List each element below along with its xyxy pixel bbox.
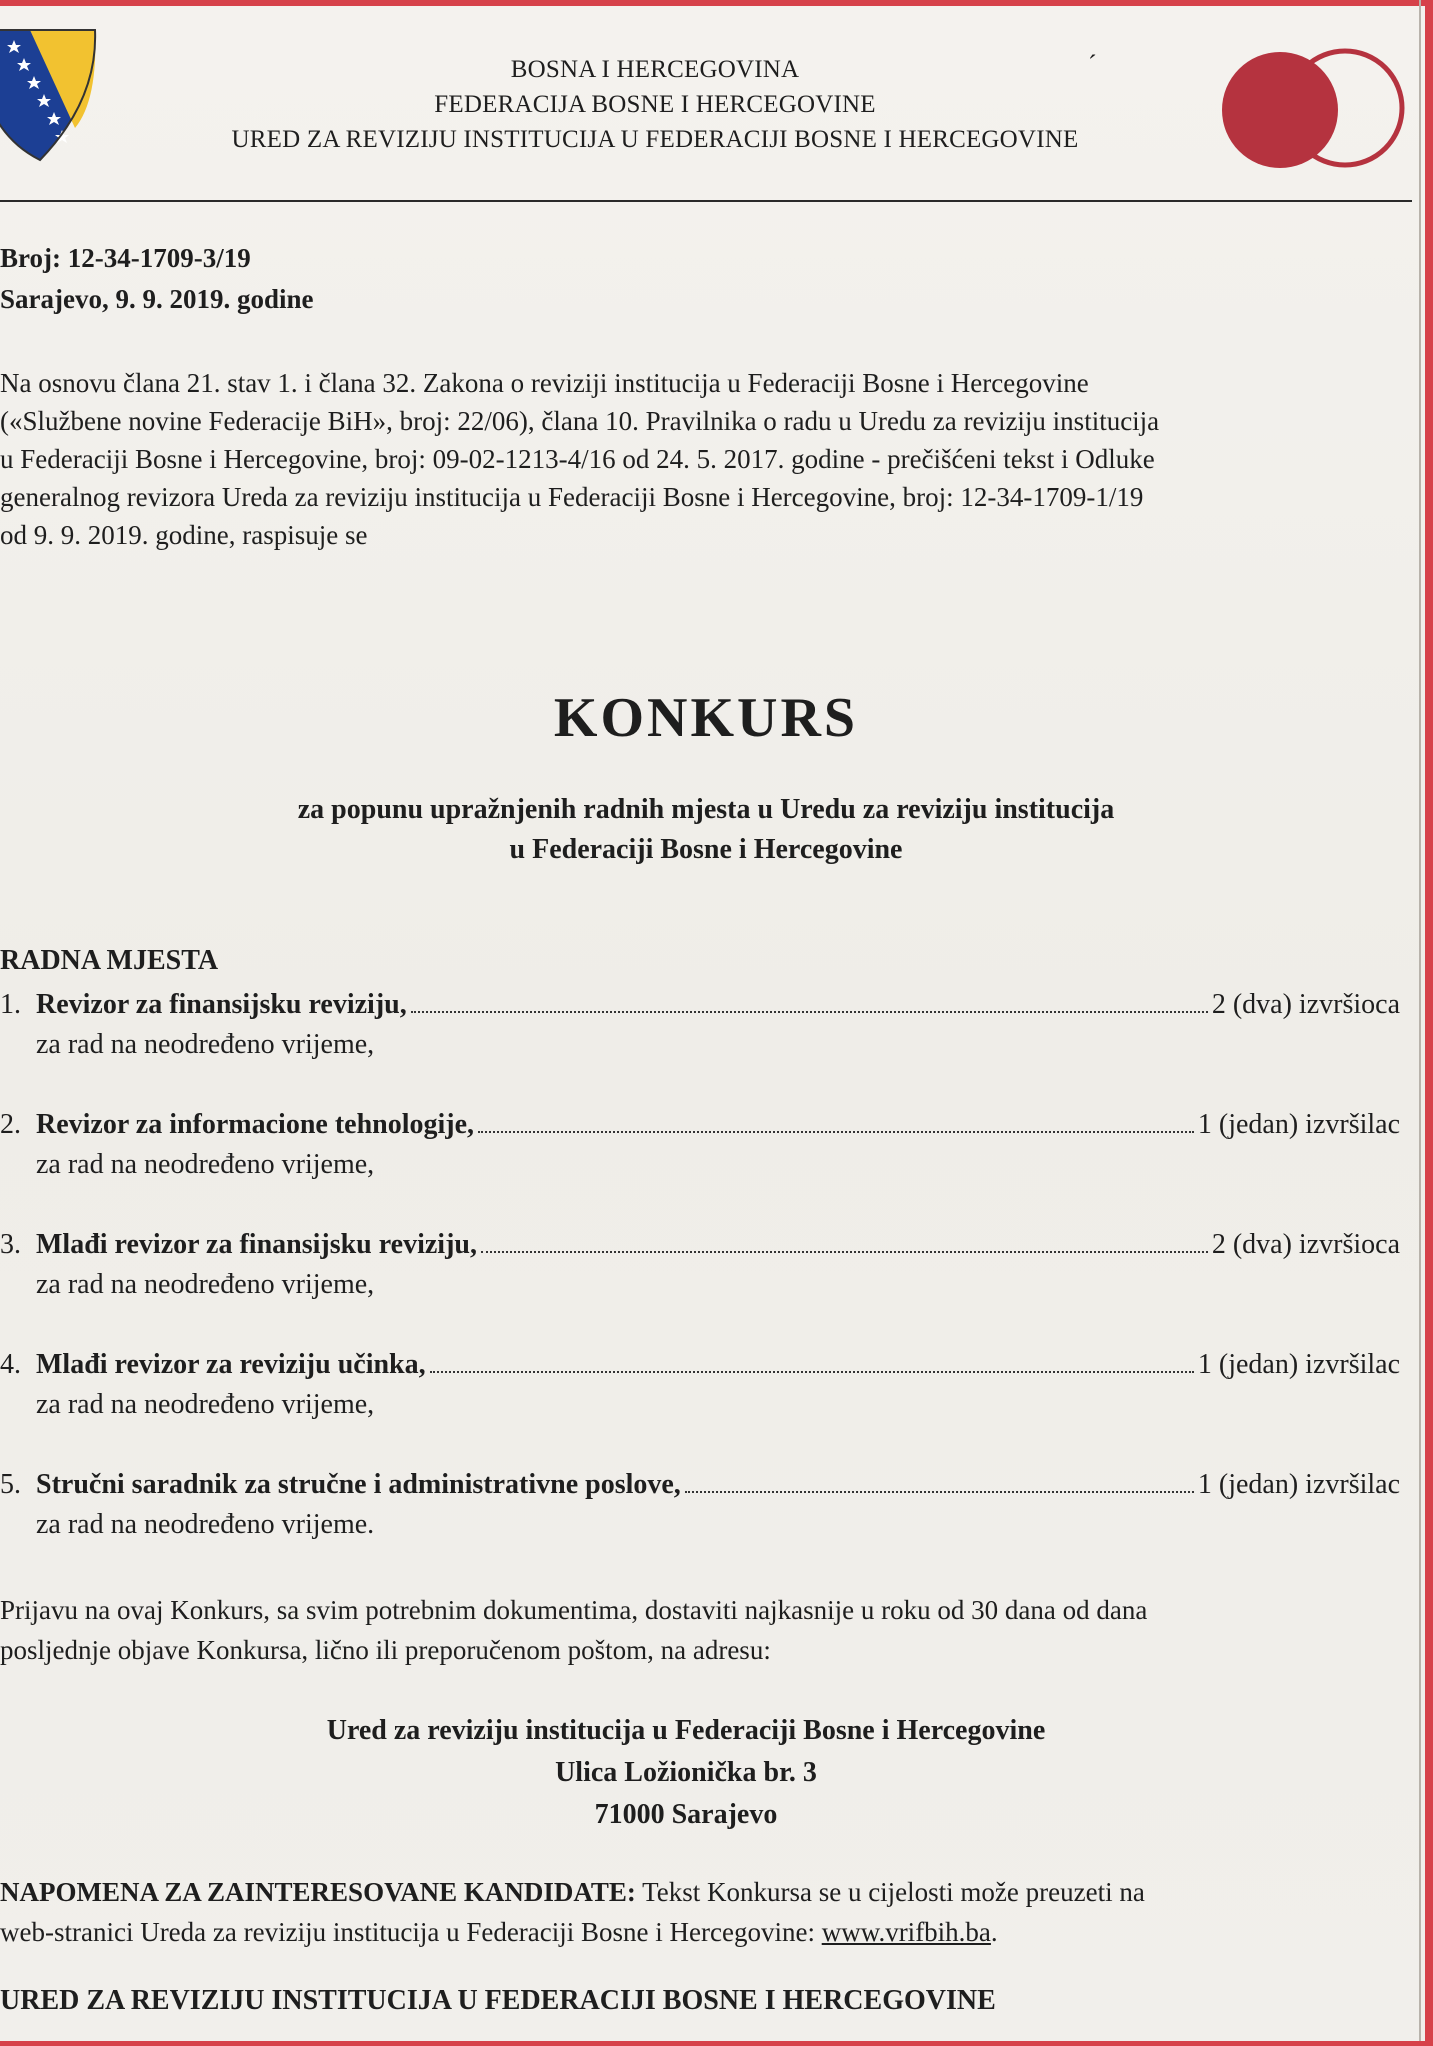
pen-mark: ˊ — [1088, 50, 1097, 79]
position-count: 1 (jedan) izvršilac — [1197, 1469, 1400, 1500]
position-term: za rad na neodređeno vrijeme, — [36, 1269, 375, 1300]
intro-paragraph — [0, 364, 1408, 554]
audit-office-logo-icon — [1205, 48, 1415, 168]
document-subtitle — [0, 790, 1412, 870]
header-institution: URED ZA REVIZIJU INSTITUCIJA U FEDERACIJI BOSNE I HERCEGOVINE — [231, 126, 1079, 153]
header-divider — [0, 200, 1412, 202]
intro-line: Na osnovu člana 21. stav 1. i člana 32. Zakona o reviziji institucija u Federaciji Bosne i Hercegovine — [0, 368, 1089, 398]
website-link[interactable]: www.vrifbih.ba — [821, 1917, 991, 1947]
header-country: BOSNA I HERCEGOVINA — [510, 56, 800, 83]
position-name: Revizor za informacione tehnologije, — [36, 1109, 475, 1140]
position-item — [0, 1105, 1400, 1185]
leader-dots — [478, 1131, 1194, 1133]
subtitle-line: za popunu upražnjenih radnih mjesta u Uredu za reviziju institucija — [297, 794, 1115, 825]
footer-signature: URED ZA REVIZIJU INSTITUCIJA U FEDERACIJI BOSNE I HERCEGOVINE — [0, 1985, 996, 2016]
position-name: Mlađi revizor za reviziju učinka, — [36, 1349, 426, 1380]
address-line: 71000 Sarajevo — [594, 1799, 778, 1830]
candidate-note — [0, 1872, 1400, 1952]
position-item — [0, 985, 1400, 1065]
position-name: Mlađi revizor za finansijsku reviziju, — [36, 1229, 477, 1260]
intro-line: («Službene novine Federacije BiH», broj: 22/06), člana 10. Pravilnika o radu u Uredu za reviziju institucija — [0, 406, 1160, 436]
leader-dots — [481, 1251, 1208, 1253]
position-name: Stručni saradnik za stručne i administrativne poslove, — [36, 1469, 681, 1500]
reference-number: Broj: 12-34-1709-3/19 — [0, 243, 251, 273]
position-count: 2 (dva) izvršioca — [1211, 1229, 1400, 1260]
positions-heading: RADNA MJESTA — [0, 945, 219, 976]
position-count: 2 (dva) izvršioca — [1211, 989, 1400, 1020]
application-paragraph — [0, 1590, 1400, 1670]
intro-line: generalnog revizora Ureda za reviziju institucija u Federaciji Bosne i Hercegovine, broj: 12-34-1709-1/19 — [0, 482, 1144, 512]
position-term: za rad na neodređeno vrijeme, — [36, 1389, 375, 1420]
note-end: . — [990, 1917, 998, 1947]
address-line: Ulica Ložionička br. 3 — [555, 1757, 817, 1788]
reference-block — [0, 238, 314, 320]
page-border-right — [1425, 0, 1433, 2046]
document-title: KONKURS — [553, 687, 859, 749]
position-term: za rad na neodređeno vrijeme, — [36, 1029, 375, 1060]
address-line: Ured za reviziju institucija u Federaciji Bosne i Hercegovine — [326, 1715, 1046, 1746]
position-number: 5. — [0, 1469, 21, 1500]
application-line: Prijavu na ovaj Konkurs, sa svim potrebnim dokumentima, dostaviti najkasnije u roku od 30 dana od dana — [0, 1595, 1148, 1625]
note-text: Tekst Konkursa se u cijelosti može preuzeti na — [635, 1877, 1145, 1907]
subtitle-line: u Federaciji Bosne i Hercegovine — [509, 834, 903, 865]
page-border-right-inner — [1419, 0, 1421, 2046]
position-count: 1 (jedan) izvršilac — [1197, 1109, 1400, 1140]
position-number: 3. — [0, 1229, 21, 1260]
position-name: Revizor za finansijsku reviziju, — [36, 989, 407, 1020]
coat-of-arms-icon — [0, 10, 110, 175]
position-item — [0, 1465, 1400, 1545]
intro-line: od 9. 9. 2019. godine, raspisuje se — [0, 520, 368, 550]
leader-dots — [685, 1491, 1194, 1493]
position-number: 1. — [0, 989, 21, 1020]
position-number: 2. — [0, 1109, 21, 1140]
intro-line: u Federaciji Bosne i Hercegovine, broj: 09-02-1213-4/16 od 24. 5. 2017. godine - prečišćeni tekst i Odluke — [0, 444, 1155, 474]
leader-dots — [411, 1011, 1208, 1013]
note-label: NAPOMENA ZA ZAINTERESOVANE KANDIDATE: — [0, 1877, 636, 1907]
application-line: posljednje objave Konkursa, lično ili preporučenom poštom, na adresu: — [0, 1635, 771, 1665]
position-term: za rad na neodređeno vrijeme. — [36, 1509, 375, 1540]
reference-date: Sarajevo, 9. 9. 2019. godine — [0, 284, 314, 314]
position-number: 4. — [0, 1349, 21, 1380]
position-term: za rad na neodređeno vrijeme, — [36, 1149, 375, 1180]
mailing-address — [0, 1710, 1372, 1836]
header-federation: FEDERACIJA BOSNE I HERCEGOVINE — [434, 91, 876, 118]
leader-dots — [430, 1371, 1194, 1373]
page-border-top — [0, 0, 1433, 6]
note-text: web-stranici Ureda za reviziju institucija u Federaciji Bosne i Hercegovine: — [0, 1917, 822, 1947]
page-border-bottom — [0, 2041, 1433, 2046]
position-item — [0, 1225, 1400, 1305]
position-item — [0, 1345, 1400, 1425]
document-header — [190, 52, 1120, 157]
position-count: 1 (jedan) izvršilac — [1197, 1349, 1400, 1380]
